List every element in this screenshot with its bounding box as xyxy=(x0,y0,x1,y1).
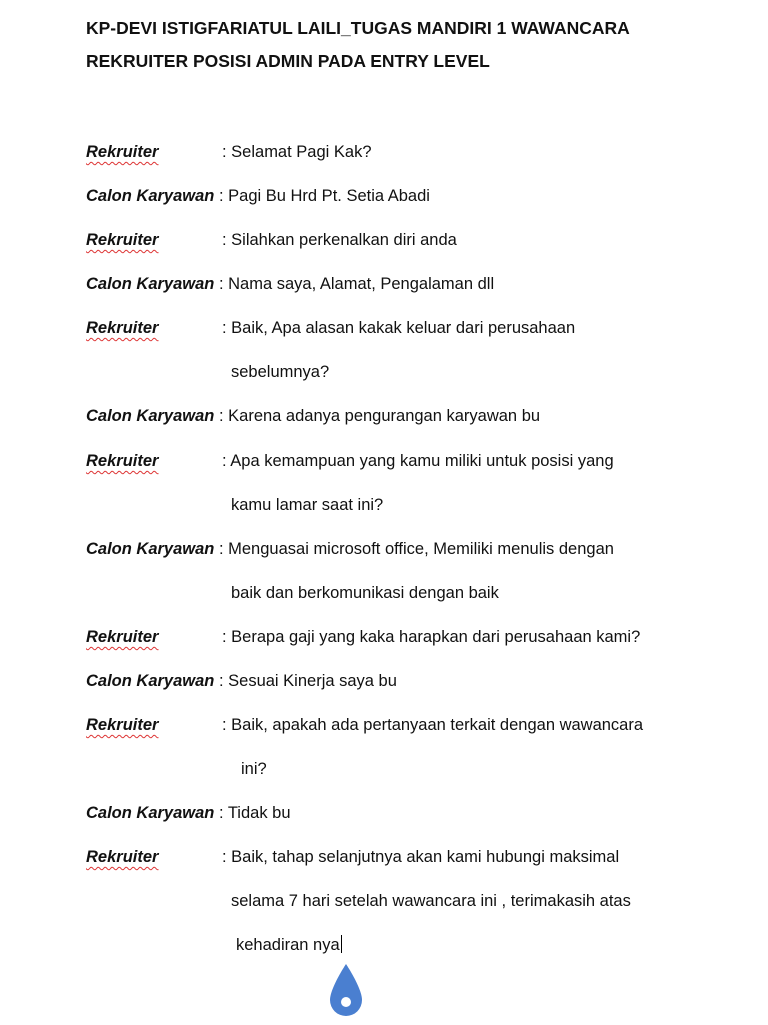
text-cursor xyxy=(341,935,342,953)
utterance: : Selamat Pagi Kak? xyxy=(222,143,372,161)
utterance: : Nama saya, Alamat, Pengalaman dll xyxy=(218,275,495,293)
dialog-line-recruiter xyxy=(86,317,575,339)
speaker-label-recruiter: Rekruiter xyxy=(86,452,159,470)
speaker-label-candidate: Calon Karyawan xyxy=(86,407,215,425)
dialog-line-recruiter xyxy=(86,626,640,648)
utterance: : Karena adanya pengurangan karyawan bu xyxy=(218,407,541,425)
document-title-line-1: KP-DEVI ISTIGFARIATUL LAILI_TUGAS MANDIRI 1 WAWANCARA xyxy=(86,18,630,38)
utterance: : Tidak bu xyxy=(218,804,291,822)
speaker-label-recruiter: Rekruiter xyxy=(86,716,159,734)
speaker-label-candidate: Calon Karyawan xyxy=(86,275,215,293)
speaker-label-candidate: Calon Karyawan xyxy=(86,804,215,822)
speaker-label-recruiter: Rekruiter xyxy=(86,143,159,161)
utterance-continuation: kehadiran nya xyxy=(236,936,340,954)
speaker-label-recruiter: Rekruiter xyxy=(86,848,159,866)
utterance: : Pagi Bu Hrd Pt. Setia Abadi xyxy=(218,187,430,205)
dialog-line-candidate xyxy=(86,405,540,427)
speaker-label-candidate: Calon Karyawan xyxy=(86,672,215,690)
document-title-line-2: REKRUITER POSISI ADMIN PADA ENTRY LEVEL xyxy=(86,51,490,71)
dialog-line-recruiter xyxy=(86,450,614,472)
utterance: : Sesuai Kinerja saya bu xyxy=(218,672,397,690)
speaker-label-recruiter: Rekruiter xyxy=(86,628,159,646)
dialog-line-candidate xyxy=(86,273,494,295)
utterance-continuation: selama 7 hari setelah wawancara ini , terimakasih atas xyxy=(231,892,631,910)
utterance: : Baik, Apa alasan kakak keluar dari perusahaan xyxy=(222,319,576,337)
text-cursor-handle-icon[interactable] xyxy=(327,962,365,1020)
dialog-line-candidate xyxy=(86,670,397,692)
dialog-line-candidate xyxy=(86,185,430,207)
dialog-line-candidate xyxy=(86,538,614,560)
utterance: : Baik, apakah ada pertanyaan terkait dengan wawancara xyxy=(222,716,644,734)
utterance-continuation: ini? xyxy=(241,760,267,778)
dialog-line-recruiter xyxy=(86,141,372,163)
utterance: : Baik, tahap selanjutnya akan kami hubungi maksimal xyxy=(222,848,620,866)
utterance: : Menguasai microsoft office, Memiliki menulis dengan xyxy=(218,540,614,558)
speaker-label-candidate: Calon Karyawan xyxy=(86,187,215,205)
dialog-line-recruiter xyxy=(86,714,643,736)
speaker-label-recruiter: Rekruiter xyxy=(86,231,159,249)
utterance: : Apa kemampuan yang kamu miliki untuk posisi yang xyxy=(222,452,614,470)
utterance-continuation: baik dan berkomunikasi dengan baik xyxy=(231,584,499,602)
utterance: : Silahkan perkenalkan diri anda xyxy=(222,231,457,249)
utterance: : Berapa gaji yang kaka harapkan dari perusahaan kami? xyxy=(222,628,641,646)
dialog-line-recruiter xyxy=(86,846,619,868)
dialog-line-candidate xyxy=(86,802,291,824)
dialog-line-recruiter xyxy=(86,229,457,251)
utterance-continuation-with-cursor[interactable] xyxy=(236,934,342,956)
utterance-continuation: sebelumnya? xyxy=(231,363,330,381)
speaker-label-recruiter: Rekruiter xyxy=(86,319,159,337)
cursor-handle-shape xyxy=(327,962,365,1020)
speaker-label-candidate: Calon Karyawan xyxy=(86,540,215,558)
utterance-continuation: kamu lamar saat ini? xyxy=(231,496,384,514)
